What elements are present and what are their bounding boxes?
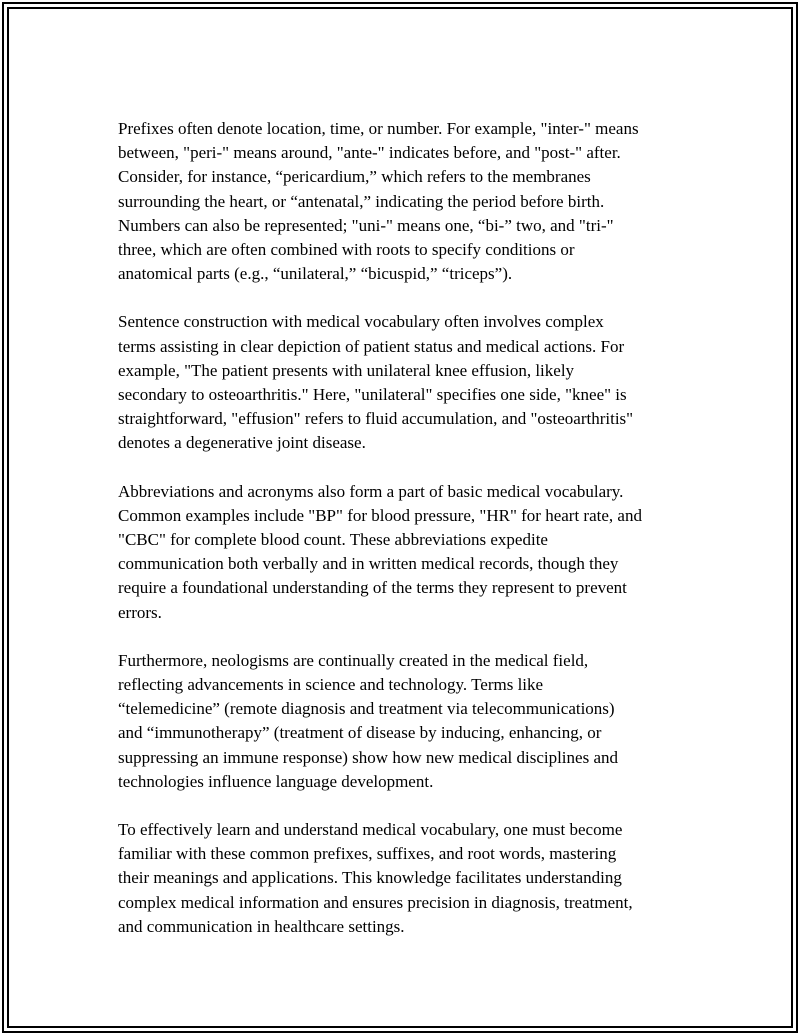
paragraph-neologisms: Furthermore, neologisms are continually created in the medical field, reflecting advancements in science and technology. Terms like “telemedicine” (remote diagnosis and treatment via telecommunications) and “immunotherapy” (treatment of disease by inducing, enhancing, or suppressing an immune response) show how new medical disciplines and technologies influence language development. (118, 650, 618, 791)
paragraph-learning: To effectively learn and understand medical vocabulary, one must become familiar with these common prefixes, suffixes, and root words, mastering their meanings and applications. This knowledge facilitates understanding complex medical information and ensures precision in diagnosis, treatment, and communication in healthcare settings. (118, 820, 633, 936)
document-body (118, 117, 690, 939)
paragraph-sentence-construction: Sentence construction with medical vocabulary often involves complex terms assisting in clear depiction of patient status and medical actions. For example, "The patient presents with unilateral knee effusion, likely secondary to osteoarthritis." Here, "unilateral" specifies one side, "knee" is straightforward, "effusion" refers to fluid accumulation, and "osteoarthritis" denotes a degenerative joint disease. (118, 312, 634, 453)
paragraph-abbreviations: Abbreviations and acronyms also form a part of basic medical vocabulary. Common examples include "BP" for blood pressure, "HR" for heart rate, and "CBC" for complete blood count. These abbreviations expedite communication both verbally and in written medical records, though they require a foundational understanding of the terms they represent to prevent errors. (118, 481, 642, 622)
paragraph-prefixes: Prefixes often denote location, time, or number. For example, "inter-" means between, "peri-" means around, "ante-" indicates before, and "post-" after. Consider, for instance, “pericardium,” which refers to the membranes surrounding the heart, or “antenatal,” indicating the period before birth. Numbers can also be represented; "uni-" means one, “bi-” two, and "tri-" three, which are often combined with roots to specify conditions or anatomical parts (e.g., “unilateral,” “bicuspid,” “triceps”). (118, 119, 639, 284)
